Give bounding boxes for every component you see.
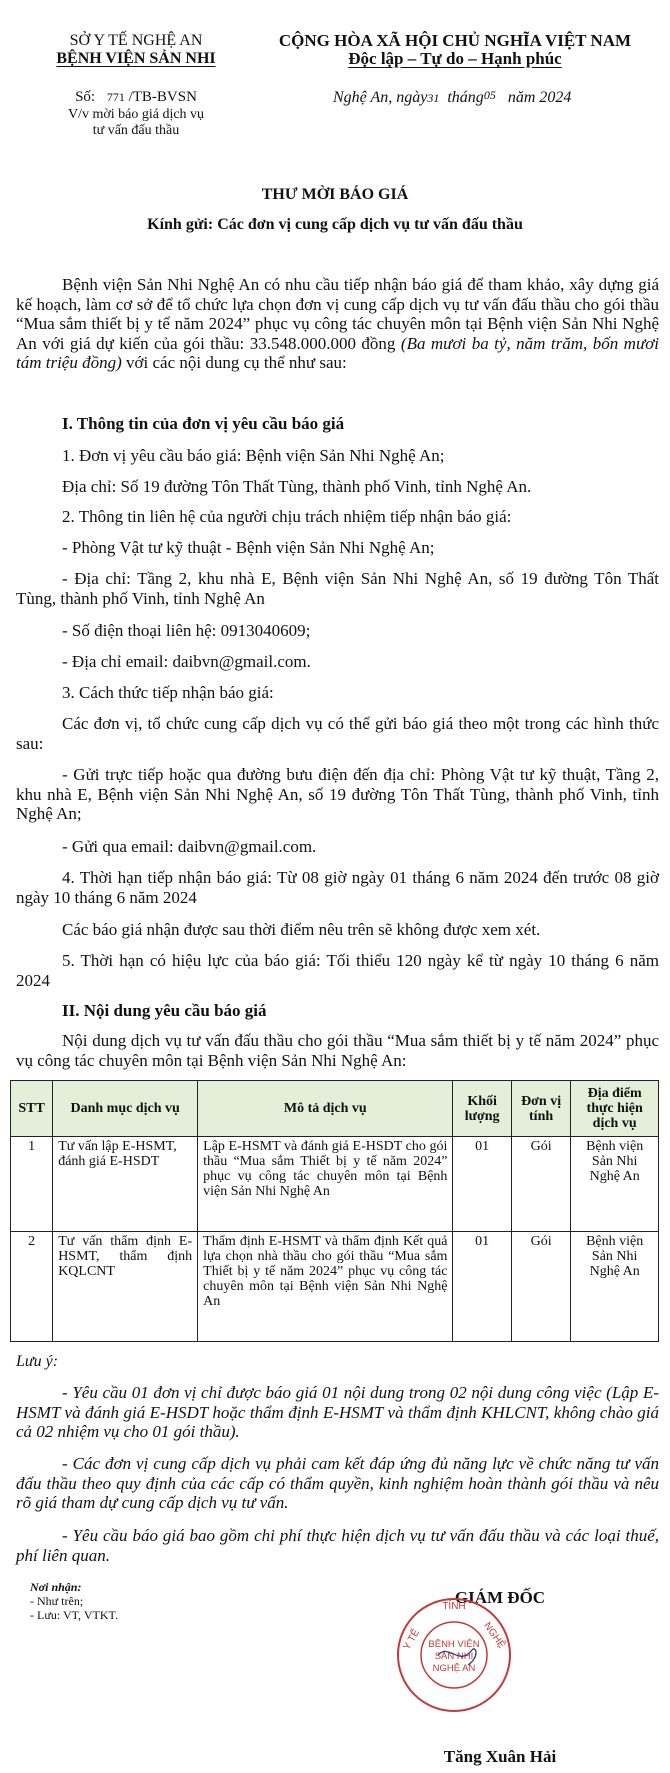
cell-location: Bệnh viện Sản Nhi Nghệ An [571, 1137, 659, 1232]
intro-main: Bệnh viện Sản Nhi Nghệ An có nhu cầu tiếp nhận báo giá để tham khảo, xây dựng giá kế hoạch, làm cơ sở để tổ chức lựa chọn đơn vị cung cấp dịch vụ tư vấn đấu thầu cho gói thầu “Mua sắm thiết bị y tế năm 2024” phục vụ công tác chuyên môn tại Bệnh viện Sản Nhi Nghệ An với giá dự kiến của gói thầu: 33.548.000.000 đồng [16, 275, 659, 353]
cell-service: Tư vấn thẩm định E-HSMT, thẩm định KQLCNT [53, 1232, 198, 1342]
section2-heading: II. Nội dung yêu cầu báo giá [62, 1001, 267, 1020]
letter-recipient: Kính gửi: Các đơn vị cung cấp dịch vụ tư vấn đấu thầu [147, 216, 523, 233]
section1-method-email: - Gửi qua email: daibvn@gmail.com. [62, 837, 317, 856]
stamp-ring-right: NGHỆ [481, 1620, 507, 1651]
th-description: Mô tả dịch vụ [198, 1081, 453, 1137]
section1-item1: 1. Đơn vị yêu cầu báo giá: Bệnh viện Sản Nhi Nghệ An; [62, 446, 445, 465]
date-month-label: tháng [447, 89, 484, 106]
cell-quantity: 01 [453, 1137, 511, 1232]
cell-unit: Gói [511, 1137, 570, 1232]
date-year: năm 2024 [507, 89, 572, 106]
intro-tail: với các nội dung cụ thể như sau: [126, 353, 347, 372]
nation-motto: Độc lập – Tự do – Hạnh phúc [348, 49, 562, 68]
th-unit: Đơn vị tính [511, 1081, 570, 1137]
recipients-block [30, 1580, 118, 1622]
section1-method-direct: - Gửi trực tiếp hoặc qua đường bưu điện đến địa chỉ: Phòng Vật tư kỹ thuật, Tầng 2, khu nhà E, Bệnh viện Sản Nhi Nghệ An, số 19 đường Tôn Thất Tùng, thành phố Vinh, tỉnh Nghệ An; [16, 765, 659, 823]
notes-label: Lưu ý: [16, 1353, 59, 1370]
cell-unit: Gói [511, 1232, 570, 1342]
th-quantity: Khối lượng [453, 1081, 511, 1137]
date-day: 31 [427, 91, 440, 105]
section1-item4: 4. Thời hạn tiếp nhận báo giá: Từ 08 giờ ngày 01 tháng 6 năm 2024 đến trước 08 giờ ngày 10 tháng 6 năm 2024 [16, 868, 659, 907]
cell-stt: 2 [11, 1232, 53, 1342]
doc-subject-line1: V/v mời báo giá dịch vụ [67, 107, 205, 122]
issue-date [333, 88, 571, 107]
note-2: - Các đơn vị cung cấp dịch vụ phải cam kết đáp ứng đủ năng lực về chức năng tư vấn đấu thầu theo quy định của các cấp có thẩm quyền, kinh nghiệm hoàn thành gói thầu và nêu rõ giá tham dự cung cấp dịch vụ tư vấn. [16, 1454, 659, 1512]
recipient-2: - Lưu: VT, VTKT. [30, 1608, 118, 1622]
nation-block [240, 32, 670, 68]
stamp-ring-top: TỈNH [442, 1601, 466, 1612]
stamp-line-3: NGHỆ AN [432, 1663, 476, 1674]
table-row [11, 1137, 659, 1232]
intro-paragraph [16, 275, 659, 373]
signer-name: Tăng Xuân Hải [443, 1747, 557, 1766]
org-parent: SỞ Y TẾ NGHỆ AN [69, 32, 203, 49]
doc-subject-line2: tư vấn đấu thầu [92, 123, 180, 138]
stamp-line-1: BỆNH VIỆN [428, 1639, 480, 1650]
th-stt: STT [11, 1081, 53, 1137]
th-location: Địa điểm thực hiện dịch vụ [571, 1081, 659, 1137]
recipient-1: - Như trên; [30, 1594, 84, 1608]
doc-ref-block [20, 89, 252, 139]
note-3: - Yêu cầu báo giá bao gồm chi phí thực hiện dịch vụ tư vấn đấu thầu và các loại thuế, phí liên quan. [16, 1526, 659, 1565]
nation-title: CỘNG HÒA XÃ HỘI CHỦ NGHĨA VIỆT NAM [278, 31, 632, 50]
section1-phone: - Số điện thoại liên hệ: 0913040609; [62, 621, 311, 640]
section1-address: Địa chỉ: Số 19 đường Tôn Thất Tùng, thành phố Vinh, tỉnh Nghệ An. [62, 477, 532, 496]
section1-method-intro: Các đơn vị, tổ chức cung cấp dịch vụ có thể gửi báo giá theo một trong các hình thức sau: [16, 714, 659, 753]
doc-number [20, 89, 252, 105]
org-block [20, 32, 252, 68]
letter-title: THƯ MỜI BÁO GIÁ [261, 186, 409, 203]
stamp-ring-left: Y TẾ [401, 1627, 423, 1652]
cell-location: Bệnh viện Sản Nhi Nghệ An [571, 1232, 659, 1342]
signature-title: GIÁM ĐỐC [454, 1588, 546, 1607]
section1-item5: 5. Thời hạn có hiệu lực của báo giá: Tối thiểu 120 ngày kể từ ngày 10 tháng 6 năm 2024 [16, 951, 659, 990]
table-header-row [11, 1081, 659, 1137]
stamp-line-2: SẢN NHI [434, 1651, 474, 1662]
cell-stt: 1 [11, 1137, 53, 1232]
section1-item3: 3. Cách thức tiếp nhận báo giá: [62, 683, 274, 702]
date-month: 05 [483, 88, 496, 102]
note-1: - Yêu cầu 01 đơn vị chỉ được báo giá 01 nội dung trong 02 nội dung công việc (Lập E-HSMT và đánh giá E-HSDT hoặc thẩm định E-HSMT và thẩm định KHLCNT, không chào giá cả 02 nhiệm vụ cho 01 gói thầu). [16, 1383, 659, 1441]
section1-dept: - Phòng Vật tư kỹ thuật - Bệnh viện Sản Nhi Nghệ An; [62, 538, 435, 557]
section1-email: - Địa chỉ email: daibvn@gmail.com. [62, 652, 311, 671]
section1-late-note: Các báo giá nhận được sau thời điểm nêu trên sẽ không được xem xét. [62, 920, 541, 939]
recipients-label: Nơi nhận: [30, 1580, 82, 1594]
service-table [10, 1080, 659, 1342]
intro-italic: (Ba mươi ba tỷ, năm trăm, bốn mươi tám triệu đồng) [16, 333, 660, 372]
th-service: Danh mục dịch vụ [53, 1081, 198, 1137]
section1-dept-address: - Địa chỉ: Tầng 2, khu nhà E, Bệnh viện Sản Nhi Nghệ An, số 19 đường Tôn Thất Tùng, thành phố Vinh, tỉnh Nghệ An [16, 569, 659, 608]
date-place: Nghệ An, ngày [333, 89, 428, 106]
cell-quantity: 01 [453, 1232, 511, 1342]
org-name: BỆNH VIỆN SẢN NHI [56, 50, 216, 67]
doc-number-label: Số: [75, 89, 96, 105]
cell-description: Lập E-HSMT và đánh giá E-HSDT cho gói thầu “Mua sắm Thiết bị y tế năm 2024” phục vụ công tác chuyên môn tại Bệnh viện Sản Nhi Nghệ An [198, 1137, 453, 1232]
doc-number-suffix: /TB-BVSN [128, 89, 197, 105]
cell-service: Tư vấn lập E-HSMT, đánh giá E-HSDT [53, 1137, 198, 1232]
section2-intro: Nội dung dịch vụ tư vấn đấu thầu cho gói thầu “Mua sắm thiết bị y tế năm 2024” phục vụ công tác chuyên môn tại Bệnh viện Sản Nhi Nghệ An: [16, 1031, 659, 1070]
section1-item2: 2. Thông tin liên hệ của người chịu trách nhiệm tiếp nhận báo giá: [62, 507, 512, 526]
doc-number-value: 771 [106, 90, 125, 104]
table-row [11, 1232, 659, 1342]
section1-heading: I. Thông tin của đơn vị yêu cầu báo giá [62, 414, 345, 433]
official-seal-stamp [394, 1595, 514, 1715]
cell-description: Thẩm định E-HSMT và thẩm định Kết quả lựa chọn nhà thầu cho gói thầu “Mua sắm Thiết bị y tế năm 2024” phục vụ công tác chuyên môn tại Bệnh viện Sản Nhi Nghệ An [198, 1232, 453, 1342]
